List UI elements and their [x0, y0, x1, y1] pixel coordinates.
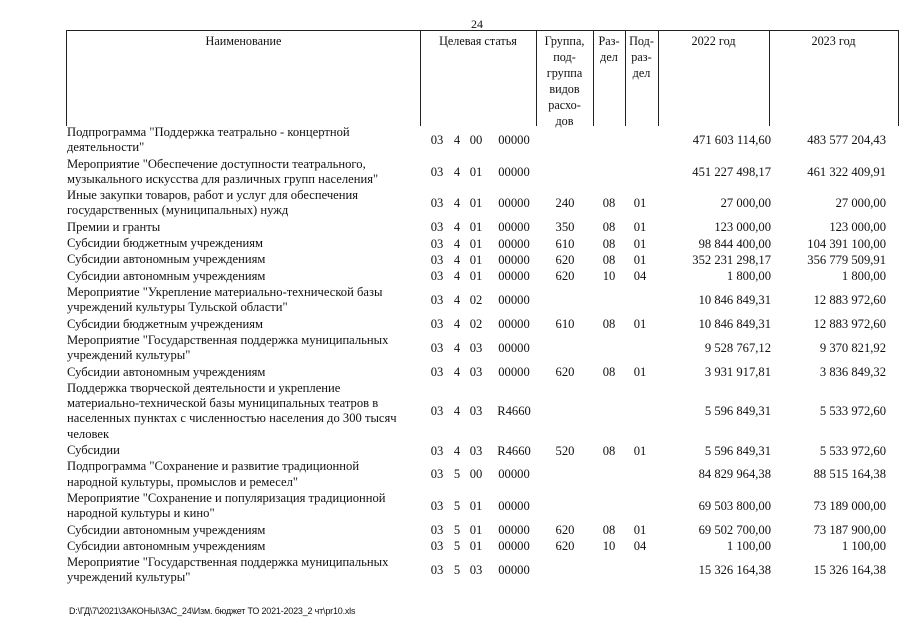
row-name-line: музыкального искусства для различных групп населения": [67, 171, 379, 186]
expense-group-code: 520: [555, 443, 575, 458]
table-row: [0, 220, 905, 236]
program-code: 03: [430, 404, 444, 419]
direction-code: 00000: [498, 133, 530, 148]
expense-group-code: 620: [555, 523, 575, 537]
direction-code: 00000: [498, 341, 530, 356]
subprogram-code: 4: [453, 164, 461, 179]
program-code: 03: [430, 539, 444, 554]
section-code: 08: [602, 523, 616, 537]
amount-2022: 3 931 917,81: [704, 365, 771, 379]
row-name-line: государственных (муниципальных) нужд: [67, 203, 289, 218]
header-name: Наименование: [205, 34, 282, 48]
expense-group-code: 350: [555, 220, 575, 235]
amount-2023: 461 322 409,91: [807, 164, 886, 179]
row-name-line: Мероприятие "Обеспечение доступности театрального,: [67, 156, 366, 171]
expense-group-code: 240: [555, 196, 575, 211]
table-row: [0, 269, 905, 285]
program-code: 03: [430, 443, 444, 458]
table-row: [0, 381, 905, 443]
expense-group-code: 610: [555, 317, 575, 332]
table-row: [0, 236, 905, 252]
subsection-code: 01: [633, 523, 647, 537]
expense-group-code: 610: [555, 236, 575, 251]
expense-group-code: 620: [555, 252, 575, 267]
measure-code: 03: [469, 404, 483, 419]
header-expense-group: Группа, под- группа видов расхо- дов: [544, 34, 585, 128]
subprogram-code: 5: [453, 539, 461, 554]
table-row: [0, 523, 905, 539]
header-2022: 2022 год: [691, 34, 736, 48]
subprogram-code: 4: [453, 341, 461, 356]
row-name: [67, 365, 407, 380]
subsection-code: 01: [633, 196, 647, 211]
program-code: 03: [430, 236, 444, 251]
row-name: [67, 491, 407, 522]
table-header: [66, 30, 899, 126]
subsection-code: 04: [633, 269, 647, 284]
program-code: 03: [430, 252, 444, 267]
section-code: 08: [602, 317, 616, 332]
subprogram-code: 4: [453, 236, 461, 251]
program-code: 03: [430, 269, 444, 284]
amount-2023: 1 100,00: [841, 539, 886, 554]
direction-code: 00000: [498, 236, 530, 251]
amount-2023: 15 326 164,38: [813, 563, 886, 578]
header-target-article: Целевая статья: [439, 34, 517, 48]
amount-2023: 483 577 204,43: [807, 133, 886, 148]
row-name: [67, 252, 407, 267]
header-2023: 2023 год: [811, 34, 856, 48]
row-name-line: Мероприятие "Сохранение и популяризация традиционной: [67, 490, 386, 505]
measure-code: 03: [469, 341, 483, 356]
row-name-line: населенных пунктах с численностью населения до 300 тысяч: [67, 411, 397, 426]
direction-code: 00000: [498, 467, 530, 482]
expense-group-code: 620: [555, 269, 575, 284]
direction-code: 00000: [498, 293, 530, 308]
measure-code: 00: [469, 133, 483, 148]
header-subsection: Под- раз- дел: [629, 34, 654, 80]
subsection-code: 01: [633, 443, 647, 458]
table-row: [0, 539, 905, 555]
row-name-line: Премии и гранты: [67, 219, 161, 234]
subprogram-code: 4: [453, 220, 461, 235]
subsection-code: 01: [633, 317, 647, 332]
program-code: 03: [430, 164, 444, 179]
row-name: [67, 443, 407, 458]
amount-2023: 27 000,00: [835, 196, 886, 211]
measure-code: 00: [469, 467, 483, 482]
amount-2022: 27 000,00: [720, 196, 771, 211]
measure-code: 01: [469, 539, 483, 554]
measure-code: 03: [469, 563, 483, 578]
amount-2023: 104 391 100,00: [807, 236, 886, 251]
amount-2023: 12 883 972,60: [813, 293, 886, 308]
amount-2022: 471 603 114,60: [692, 133, 771, 148]
program-code: 03: [430, 365, 444, 379]
row-name-line: Мероприятие "Государственная поддержка муниципальных: [67, 555, 389, 570]
amount-2023: 9 370 821,92: [819, 341, 886, 356]
subprogram-code: 4: [453, 196, 461, 211]
direction-code: 00000: [498, 317, 530, 332]
amount-2022: 5 596 849,31: [704, 404, 771, 419]
amount-2022: 5 596 849,31: [704, 443, 771, 458]
row-name-line: Мероприятие "Укрепление материально-технической базы: [67, 285, 383, 299]
amount-2023: 5 533 972,60: [819, 443, 886, 458]
row-name: [67, 333, 407, 364]
direction-code: 00000: [498, 563, 530, 578]
table-row: [0, 333, 905, 365]
row-name: [67, 523, 407, 538]
measure-code: 01: [469, 220, 483, 235]
table-row: [0, 491, 905, 523]
direction-code: 00000: [498, 523, 530, 537]
amount-2022: 10 846 849,31: [698, 293, 771, 308]
amount-2023: 356 779 509,91: [807, 252, 886, 267]
amount-2022: 9 528 767,12: [704, 341, 771, 356]
measure-code: 03: [469, 443, 483, 458]
measure-code: 02: [469, 317, 483, 332]
row-name-line: Субсидии автономным учреждениям: [67, 538, 266, 553]
expense-group-code: 620: [555, 365, 575, 379]
subprogram-code: 4: [453, 365, 461, 379]
row-name-line: деятельности": [67, 140, 145, 155]
amount-2022: 123 000,00: [714, 220, 771, 235]
direction-code: 00000: [498, 365, 530, 379]
section-code: 08: [602, 252, 616, 267]
amount-2023: 12 883 972,60: [813, 317, 886, 332]
subprogram-code: 5: [453, 563, 461, 578]
table-row: [0, 157, 905, 189]
amount-2022: 15 326 164,38: [698, 563, 771, 578]
row-name-line: Поддержка творческой деятельности и укрепление: [67, 380, 341, 395]
program-code: 03: [430, 499, 444, 514]
row-name-line: Подпрограмма "Сохранение и развитие традиционной: [67, 459, 360, 474]
amount-2023: 73 189 000,00: [813, 499, 886, 514]
row-name-line: Иные закупки товаров, работ и услуг для обеспечения: [67, 188, 359, 203]
amount-2022: 69 502 700,00: [698, 523, 771, 537]
row-name-line: Субсидии автономным учреждениям: [67, 522, 266, 537]
program-code: 03: [430, 523, 444, 537]
row-name-line: Субсидии: [67, 443, 120, 457]
header-section: Раз- дел: [598, 34, 620, 64]
row-name: [67, 285, 407, 316]
amount-2022: 98 844 400,00: [698, 236, 771, 251]
amount-2022: 451 227 498,17: [692, 164, 771, 179]
amount-2022: 352 231 298,17: [692, 252, 771, 267]
subprogram-code: 4: [453, 443, 461, 458]
program-code: 03: [430, 341, 444, 356]
direction-code: 00000: [498, 220, 530, 235]
amount-2022: 84 829 964,38: [698, 467, 771, 482]
section-code: 08: [602, 220, 616, 235]
measure-code: 01: [469, 523, 483, 537]
table-row: [0, 459, 905, 491]
row-name: [67, 188, 407, 219]
page-number: 24: [471, 17, 483, 31]
row-name: [67, 381, 407, 442]
direction-code: 00000: [498, 269, 530, 284]
row-name-line: Субсидии автономным учреждениям: [67, 252, 266, 267]
direction-code: 00000: [498, 499, 530, 514]
row-name-line: народной культуры и кино": [67, 506, 215, 521]
row-name: [67, 236, 407, 251]
subsection-code: 01: [633, 365, 647, 379]
direction-code: 00000: [498, 196, 530, 211]
subprogram-code: 5: [453, 467, 461, 482]
program-code: 03: [430, 293, 444, 308]
expense-group-code: 620: [555, 539, 575, 554]
table-row: [0, 285, 905, 317]
measure-code: 03: [469, 365, 483, 379]
row-name-line: Субсидии автономным учреждениям: [67, 364, 266, 379]
row-name-line: учреждений культуры Тульской области": [67, 300, 288, 315]
row-name-line: Субсидии бюджетным учреждениям: [67, 316, 263, 331]
row-name-line: материально-технической базы муниципальных театров в: [67, 396, 379, 411]
section-code: 08: [602, 236, 616, 251]
row-name-line: Подпрограмма "Поддержка театрально - концертной: [67, 125, 350, 139]
section-code: 10: [602, 269, 616, 284]
subsection-code: 01: [633, 220, 647, 235]
section-code: 08: [602, 365, 616, 379]
row-name-line: человек: [67, 426, 110, 441]
table-row: [0, 317, 905, 333]
subprogram-code: 4: [453, 269, 461, 284]
program-code: 03: [430, 467, 444, 482]
measure-code: 01: [469, 269, 483, 284]
amount-2022: 10 846 849,31: [698, 317, 771, 332]
table-row: [0, 555, 905, 587]
amount-2023: 3 836 849,32: [819, 365, 886, 379]
table-row: [0, 188, 905, 220]
measure-code: 01: [469, 499, 483, 514]
direction-code: 00000: [498, 252, 530, 267]
amount-2023: 1 800,00: [841, 269, 886, 284]
subprogram-code: 4: [453, 133, 461, 148]
subprogram-code: 4: [453, 404, 461, 419]
section-code: 10: [602, 539, 616, 554]
table-row: [0, 252, 905, 268]
program-code: 03: [430, 563, 444, 578]
subprogram-code: 4: [453, 293, 461, 308]
subsection-code: 01: [633, 252, 647, 267]
amount-2022: 1 800,00: [726, 269, 771, 284]
subprogram-code: 4: [453, 317, 461, 332]
row-name: [67, 459, 407, 490]
direction-code: R4660: [497, 443, 531, 458]
amount-2022: 69 503 800,00: [698, 499, 771, 514]
measure-code: 01: [469, 196, 483, 211]
table-row: [0, 125, 905, 157]
amount-2023: 5 533 972,60: [819, 404, 886, 419]
row-name: [67, 157, 407, 188]
program-code: 03: [430, 317, 444, 332]
row-name: [67, 269, 407, 284]
subsection-code: 04: [633, 539, 647, 554]
row-name-line: Субсидии бюджетным учреждениям: [67, 236, 263, 251]
row-name: [67, 125, 407, 156]
amount-2022: 1 100,00: [726, 539, 771, 554]
program-code: 03: [430, 220, 444, 235]
amount-2023: 123 000,00: [829, 220, 886, 235]
row-name: [67, 317, 407, 332]
subsection-code: 01: [633, 236, 647, 251]
measure-code: 01: [469, 164, 483, 179]
subprogram-code: 5: [453, 523, 461, 537]
row-name-line: учреждений культуры": [67, 570, 191, 585]
amount-2023: 73 187 900,00: [813, 523, 886, 537]
row-name-line: народной культуры, промыслов и ремесел": [67, 474, 299, 489]
table-row: [0, 365, 905, 381]
subprogram-code: 5: [453, 499, 461, 514]
measure-code: 01: [469, 236, 483, 251]
direction-code: 00000: [498, 164, 530, 179]
file-path-footer: D:\ГД\7\2021\ЗАКОНЫ\ЗАС_24\Изм. бюджет ТО 2021-2023_2 чт\pr10.xls: [69, 606, 356, 616]
row-name: [67, 555, 407, 586]
section-code: 08: [602, 196, 616, 211]
subprogram-code: 4: [453, 252, 461, 267]
row-name-line: Субсидии автономным учреждениям: [67, 268, 266, 283]
program-code: 03: [430, 196, 444, 211]
row-name-line: Мероприятие "Государственная поддержка муниципальных: [67, 332, 389, 347]
direction-code: 00000: [498, 539, 530, 554]
amount-2023: 88 515 164,38: [813, 467, 886, 482]
direction-code: R4660: [497, 404, 531, 419]
table-row: [0, 443, 905, 459]
row-name-line: учреждений культуры": [67, 348, 191, 363]
program-code: 03: [430, 133, 444, 148]
row-name: [67, 220, 407, 235]
row-name: [67, 539, 407, 554]
section-code: 08: [602, 443, 616, 458]
measure-code: 01: [469, 252, 483, 267]
measure-code: 02: [469, 293, 483, 308]
